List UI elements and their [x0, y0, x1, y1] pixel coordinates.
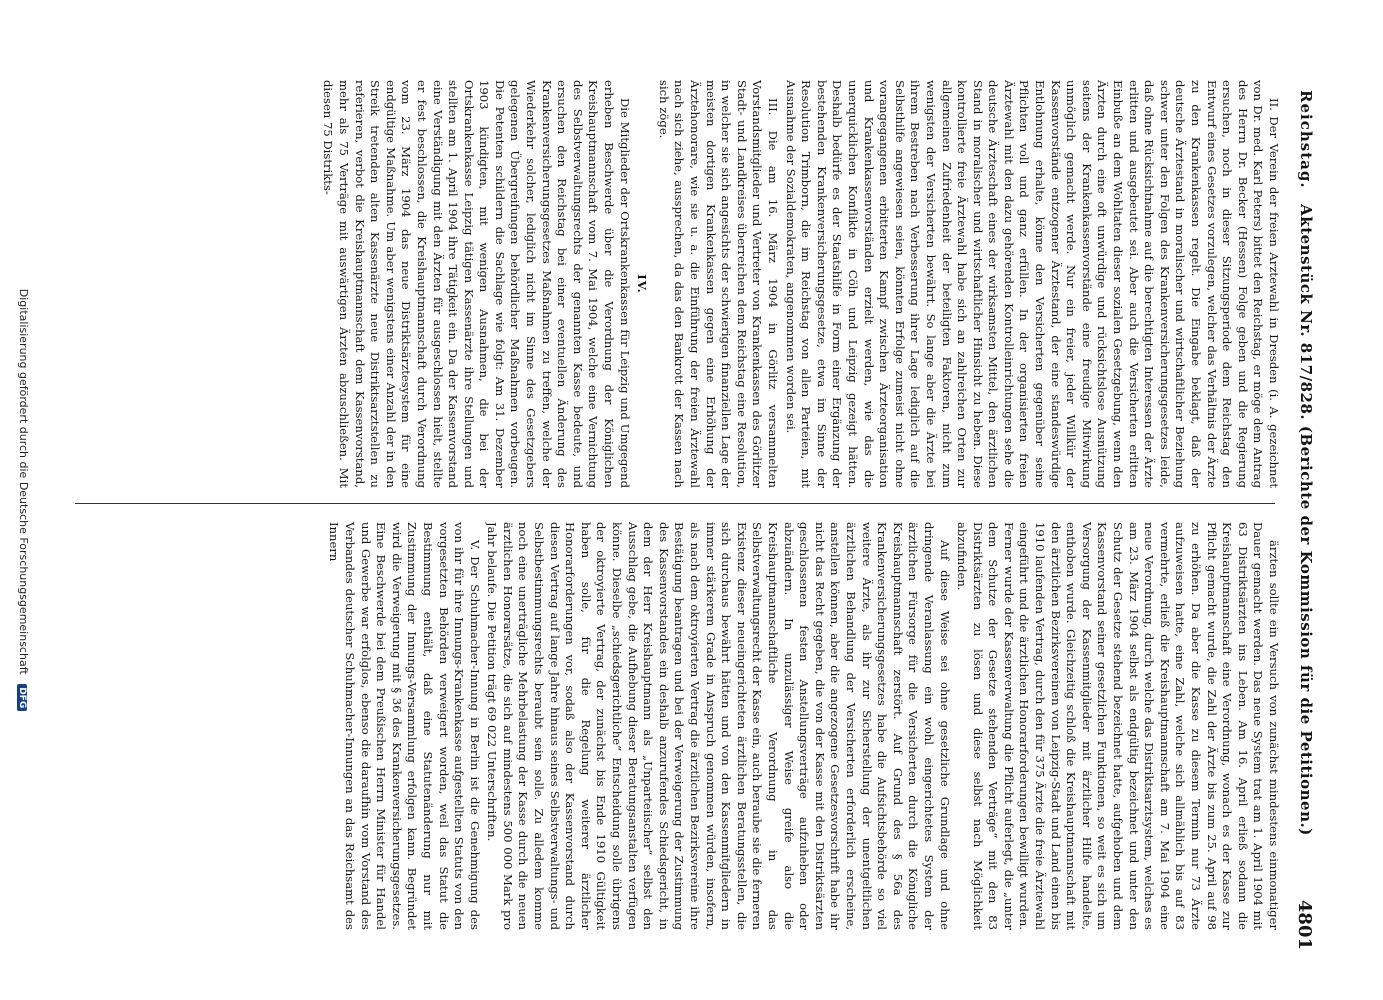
page-header — [1285, 90, 1315, 950]
header-title: Aktenstück Nr. 817/828. (Berichte der Kommission für die Petitionen.) — [1297, 204, 1315, 836]
digitization-notice — [17, 0, 30, 1000]
paragraph-iii: III. Die am 16. März 1904 in Görlitz versammelten Vorstandsmitglieder und Vertreter von Krankenkassen des Görlitzer Stadt- und Landkreises überreichen dem Reichstag eine Resolution, in welcher sie sich angesichts der schwierigen finanziellen Lage der meisten dortigen Krankenkassen gegen eine Erhöhung der Ärztehonorare, wie sie u. a. die Einführung der freien Ärztewahl nach sich ziehe, aussprechen, da das den Bankrott der Kassen nach sich zöge. — [656, 80, 780, 488]
paragraph-iv-assessment: Auf diese Weise sei ohne gesetzliche Grundlage und ohne dringende Veranlassung ein wohl eingerichtetes System der ärztlichen Fürsorge für die Versicherten durch die Königliche Kreishauptmannschaft zerstört. Auf Grund des § 56a des Krankenversicherungsgesetzes habe die Aufsichtsbehörde so viel weitere Ärzte, als ihr zur Sicherstellung der unentgeltlichen ärztlichen Behandlung der Versicherten erforderlich erscheine, anstellen können, aber die angezogene Gesetzesvorschrift habe ihr nicht das Recht gegeben, die von der Kasse mit den Distriktsärzten geschlossenen festen Anstellungsverträge aufzuheben oder abzuändern. In unzulässiger Weise greife also die Kreishauptmannschaftliche Verordnung in das Selbstverwaltungsrecht der Kasse ein, auch beraube sie die ferneren Existenz dieser neueingerichteten ärztlichen Beratungsstellen, die sich durchaus bewährt hätten und von den Kassenmitgliedern in immer stärkerem Grade in Anspruch genommen würden, insofern, als nach dem oktroyierten Vertrag die ärztlichen Bezirksvereine ihre Bestätigung beantragen und bei der Verweigerung der Zustimmung des Kassenvorstandes ein deshalb anzurufendes Schiedsgericht, in dem der Herr Kreishauptmann als „Unparteiischer“ selbst den Ausschlag gebe, die Aufhebung dieser Beratungsanstalten verfügen könne. Dieselbe „schiedsgerichtliche“ Entscheidung solle übrigens der oktroyierte Vertrag, der zunächst bis Ende 1910 Gültigkeit haben solle, für die Regelung weiterer ärztlicher Honorarforderungen vor, sodaß also der Kassenvorstand durch diesen Vertrag auf lange Jahre hinaus seines Selbstverwaltungs- und Selbstbestimmungsrechts beraubt sein solle. Zu alledem komme noch eine unerträgliche Mehrbelastung der Kasse durch die neuen ärztlichen Honorarsätze, die sich auf mindestens 500 000 Mark pro Jahr belaufe. Die Petition trägt 69 022 Unterschriften. — [485, 522, 952, 930]
paragraph-iv-continued: ärzten sollte ein Versuch von zunächst mindestens einmonatiger Dauer gemacht werden. Das neue System trat am 1. April 1904 mit 63 Distriktsärzten ins Leben. Am 16. April erließ sodann die Kreishauptmannschaft eine Verordnung, wonach es der Kasse zur Pflicht gemacht wurde, die Zahl der Ärzte bis zum 25. April auf 98 zu erhöhen. Da aber die Kasse zu diesem Termin nur 73 Ärzte aufzuweisen hatte, eine Zahl, welche sich allmählich bis auf 83 vermehrte, erließ die Kreishauptmannschaft am 7. Mai 1904 eine neue Verordnung, durch welche das Distriktsarztsystem, welches es am 23. März 1904 selbst als endgültig bezeichnet und unter den Schutz der Gesetze stehend bezeichnet hatte, aufgehoben und dem Kassenvorstand seiner gesetzlichen Funktionen, so weit es sich um Versorgung der Kassenmitglieder mit ärztlicher Hilfe handelte, enthoben wurde. Gleichzeitig schloß die Kreishauptmannschaft mit den ärztlichen Bezirksvereinen von Leipzig-Stadt und Land einen bis 1910 laufenden Vertrag, durch den für 375 Ärzte die freie Ärztewahl eingeführt und die ärztlichen Honorarforderungen bewilligt wurden. Ferner wurde der Kassenverwaltung die Pflicht auferlegt, die „unter dem Schutze der Gesetze stehenden Verträge“ mit den 83 Distriktsärzten zu lösen und diese selbst nach Möglichkeit abzufinden. — [955, 522, 1281, 930]
header-left: Reichstag. — [1297, 90, 1315, 189]
column-divider — [75, 503, 1275, 504]
paragraph-iv: Die Mitglieder der Ortskrankenkassen für Leipzig und Umgegend erheben Beschwerde über die Verordnung der Königlichen Kreishauptmannschaft vom 7. Mai 1904, welche eine Vernichtung des Selbstverwaltungsrechts der genannten Kasse bedeute, und ersuchen den Reichstag bei einer eventuellen Änderung des Krankenversicherungsgesetzes Maßnahmen zu treffen, welche der Wiederkehr solcher, lediglich nicht im Sinne des Gesetzgebers gelegenen Übergreifungen behördlicher Maßnahmen vorbeugen. Die Petenten schildern die Sachlage wie folgt: Am 31. Dezember 1903 kündigten, mit wenigen Ausnahmen, die bei der Ortskrankenkasse Leipzig tätigen Kassenärzte ihre Stellungen und stellten am 1. April 1904 ihre Tätigkeit ein. Da der Kassenvorstand eine Verständigung mit den Ärzten für ausgeschlossen hielt, stellte er fest beschlossen, die Kreishauptmannschaft durch Verordnung vom 23. März 1904 das neue Distriktsärztesystem für eine endgültige Maßnahme. Um aber wenigstens einer Anzahl der in den Streik tretenden alten Kassenärzte neue Distriktsarztstellen zu referieren, verbot die Kreishauptmannschaft dem Kassenvorstand, mehr als 75 Verträge mit auswärtigen Ärzten abzuschließen. Mit diesen 75 Distrikts- — [321, 80, 632, 488]
dfg-logo: DFG — [17, 684, 27, 711]
paragraph-ii: II. Der Verein der freien Arztewahl in Dresden (i. A. gezeichnet von Dr. med. Karl Peters) bittet den Reichstag, er möge dem Antrag des Herrn Dr. Becker (Hessen) Folge geben und die Regierung ersuchen, noch in dieser Sitzungsperiode dem Reichstag den Entwurf eines Gesetzes vorzulegen, welcher das Verhältnis der Ärzte zu den Krankenkassen regelt. Die Eingabe beklagt, daß der deutsche Ärztestand in moralischer und wirtschaftlicher Beziehung schwer unter den Folgen des Krankenversicherungsgesetzes leide, daß ohne Rücksichtnahme auf die berechtigten Interessen der Ärzte erlitten und ausgebeutet sei. Aber auch die Versicherten erlitten Einbuße an dem Wohltaten dieser sozialen Gesetzgebung, wenn den Ärzten durch eine oft unwürdige und rücksichtslose Ausnützung seitens der Krankenkassenvorstände eine freudige Mitwirkung unmöglich gemacht werde. Nur ein freier, jeder Willkür der Kassenvorstände entzogener Ärztestand, der eine standeswürdige Entlohnung erhalte, könne den Versicherten gegenüber seine Pflichten voll und ganz erfüllen. In der organisierten freien Ärztewahl mit den dazu gehörenden Kontrolleinrichtungen sehe die deutsche Ärzteschaft eines der wirksamsten Mittel, den ärztlichen Stand in moralischer und wirtschaftlicher Hinsicht zu heben. Diese kontrollierte freie Ärztewahl habe sich an zahlreichen Orten zur allgemeinen Zufriedenheit der beteiligten Faktoren, nicht zum wenigsten der Versicherten bewährt. So lange aber die Ärzte bei ihrem Bestreben nach Verbesserung ihrer Lage lediglich auf die Selbsthilfe angewiesen seien, könnten Erfolge zumeist nicht ohne vorangegangenen erbitterten Kampf zwischen Ärzteorganisation und Krankenkassenvorständen erzielt werden, wie das die unerquicklichen Konflikte in Cöln und Leipzig gezeigt hätten. Deshalb bedürfe es der Staatshilfe in Form einer Ergänzung der bestehenden Krankenversicherungsgesetze, etwa im Sinne der Resolution Trimborn, die im Reichstag von allen Parteien, mit Ausnahme der Sozialdemokraten, angenommen worden sei. — [783, 80, 1281, 488]
left-column — [66, 80, 1281, 488]
right-column — [66, 522, 1281, 930]
footer-text: Digitalisierung gefördert durch die Deutsche Forschungsgemeinschaft — [17, 288, 30, 675]
section-heading-iv: IV. — [635, 274, 650, 294]
page-number: 4801 — [1294, 899, 1315, 950]
paragraph-v: V. Der Schuhmacher-Innung in Berlin ist die Genehmigung des von ihr für ihre Innungs-Krankenkasse aufgestellten Statuts von den vorgesetzten Behörden verweigert worden, weil das Statut die Bestimmung enthält, daß eine Statutenänderung nur mit Zustimmung der Innungs-Versammlung erfolgen kann. Begründet wird die Verweigerung mit § 36 des Krankenversicherungsgesetzes. Eine Beschwerde bei dem Preußischen Herrn Minister für Handel und Gewerbe war erfolglos, ebenso die daraufhin vom Vorstand des Verbandes deutscher Schuhmacher-Innungen an das Reichsamt des Innern — [327, 522, 482, 930]
